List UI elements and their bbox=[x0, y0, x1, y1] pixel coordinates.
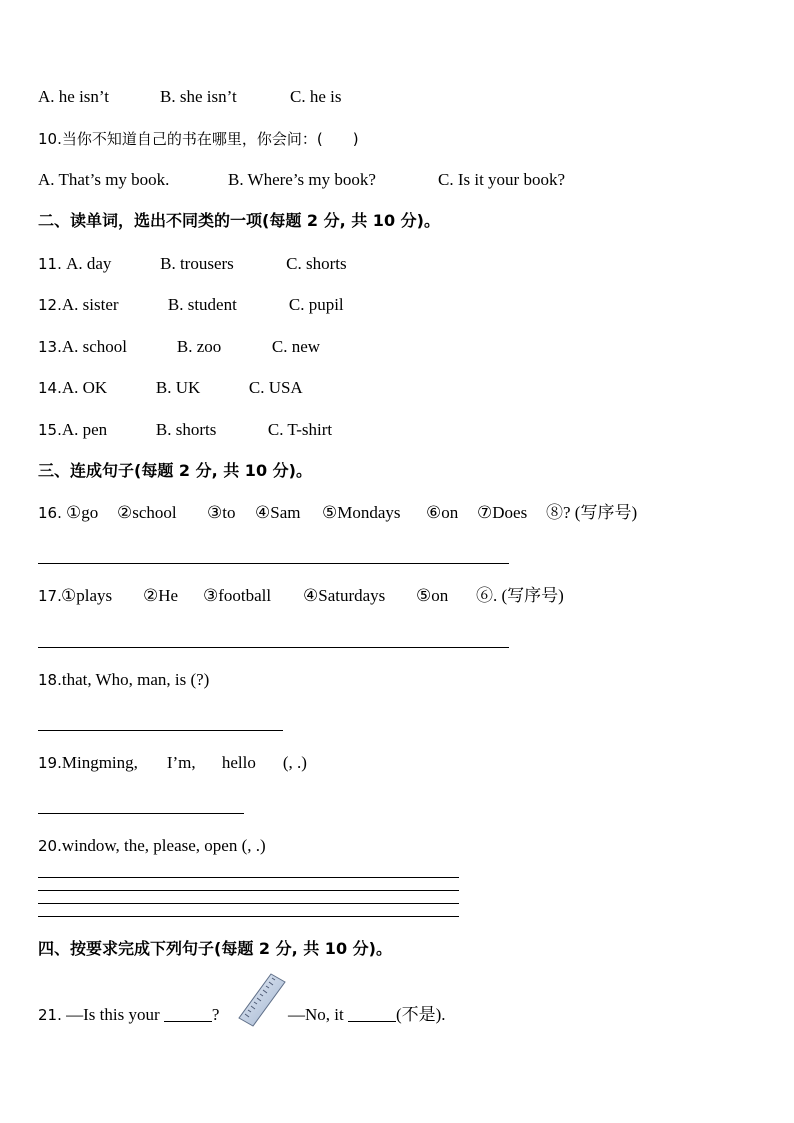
q10-stem bbox=[38, 127, 359, 151]
q16-answer-line[interactable] bbox=[38, 563, 509, 564]
q12-option-c: C. pupil bbox=[288, 295, 344, 314]
q21-reply: —No, it bbox=[288, 1005, 344, 1024]
q13 bbox=[38, 335, 320, 359]
question-number: 15. bbox=[38, 421, 62, 439]
q13-option-b: B. zoo bbox=[176, 337, 222, 356]
q18 bbox=[38, 668, 209, 692]
q20-answer-line[interactable] bbox=[38, 903, 459, 904]
q18-answer-line[interactable] bbox=[38, 730, 283, 731]
ruler-icon bbox=[236, 972, 288, 1028]
q12-option-b: B. student bbox=[167, 295, 237, 314]
q21-blank-1[interactable] bbox=[164, 1007, 212, 1022]
section3-title: 三、连成句子(每题 2 分, 共 10 分)。 bbox=[38, 461, 312, 480]
q9-option-a: A. he isn’t bbox=[38, 87, 109, 106]
q14 bbox=[38, 376, 303, 400]
q19-word: I’m, bbox=[166, 753, 196, 772]
q17 bbox=[38, 584, 564, 608]
q16-word: ⑧? (写序号) bbox=[546, 503, 638, 522]
question-number: 14. bbox=[38, 379, 62, 397]
q21-question-mark: ? bbox=[211, 1005, 220, 1024]
q15 bbox=[38, 418, 332, 442]
q17-word: ③football bbox=[203, 586, 272, 605]
q10-option-b: B. Where’s my book? bbox=[228, 170, 376, 189]
q20-answer-line[interactable] bbox=[38, 890, 459, 891]
q14-option-b: B. UK bbox=[155, 378, 201, 397]
q10-option-a: A. That’s my book. bbox=[38, 170, 170, 189]
q10-option-c: C. Is it your book? bbox=[438, 170, 566, 189]
question-text: 当你不知道自己的书在哪里，你会问：( ) bbox=[61, 130, 359, 148]
q13-option-c: C. new bbox=[271, 337, 321, 356]
question-number: 13. bbox=[38, 338, 62, 356]
q16 bbox=[38, 501, 637, 525]
q14-option-a: A. OK bbox=[61, 378, 108, 397]
q16-word: ⑦Does bbox=[477, 503, 528, 522]
q12-option-a: A. sister bbox=[61, 295, 119, 314]
question-number: 12. bbox=[38, 296, 62, 314]
q17-answer-line[interactable] bbox=[38, 647, 509, 648]
q16-word: ①go bbox=[66, 503, 99, 522]
q11-option-c: C. shorts bbox=[286, 254, 347, 273]
q13-option-a: A. school bbox=[61, 337, 128, 356]
question-number: 17. bbox=[38, 587, 62, 605]
q11 bbox=[38, 252, 347, 276]
q9-option-b: B. she isn’t bbox=[160, 87, 237, 106]
q9-options bbox=[38, 85, 341, 109]
q9-option-c: C. he is bbox=[290, 87, 342, 106]
question-number: 18. bbox=[38, 671, 62, 689]
q21 bbox=[38, 1003, 219, 1027]
q21-answer bbox=[288, 1003, 446, 1027]
q17-word: ⑤on bbox=[416, 586, 449, 605]
section4-title: 四、按要求完成下列句子(每题 2 分, 共 10 分)。 bbox=[38, 939, 392, 958]
q19-answer-line[interactable] bbox=[38, 813, 244, 814]
q17-word: ②He bbox=[143, 586, 179, 605]
q11-option-a: A. day bbox=[66, 254, 112, 273]
q17-word: ④Saturdays bbox=[303, 586, 386, 605]
q21-hint: (不是). bbox=[395, 1005, 446, 1024]
question-number: 19. bbox=[38, 754, 62, 772]
q16-word: ②school bbox=[117, 503, 177, 522]
q14-option-c: C. USA bbox=[248, 378, 303, 397]
q10-options bbox=[38, 168, 565, 192]
q11-option-b: B. trousers bbox=[160, 254, 234, 273]
q17-word: ①plays bbox=[61, 586, 113, 605]
q20-answer-line[interactable] bbox=[38, 916, 459, 917]
q16-word: ③to bbox=[207, 503, 236, 522]
q17-word: ⑥. (写序号) bbox=[476, 586, 564, 605]
question-number: 20. bbox=[38, 837, 62, 855]
q19-word: Mingming, bbox=[61, 753, 138, 772]
q20-answer-line[interactable] bbox=[38, 877, 459, 878]
q19 bbox=[38, 751, 307, 775]
q20-words: window, the, please, open (, .) bbox=[61, 836, 266, 855]
q16-word: ④Sam bbox=[255, 503, 301, 522]
q18-words: that, Who, man, is (?) bbox=[61, 670, 210, 689]
section2-title: 二、读单词，选出不同类的一项(每题 2 分, 共 10 分)。 bbox=[38, 211, 440, 230]
q15-option-a: A. pen bbox=[61, 420, 108, 439]
q19-word: hello bbox=[221, 753, 256, 772]
q16-word: ⑥on bbox=[426, 503, 459, 522]
question-number: 11. bbox=[38, 255, 62, 273]
question-number: 16. bbox=[38, 504, 62, 522]
q12 bbox=[38, 293, 344, 317]
q19-word: (, .) bbox=[282, 753, 307, 772]
q16-word: ⑤Mondays bbox=[322, 503, 401, 522]
question-number: 10. bbox=[38, 130, 62, 148]
q21-question: —Is this your bbox=[66, 1005, 160, 1024]
q20 bbox=[38, 834, 266, 858]
q15-option-b: B. shorts bbox=[155, 420, 217, 439]
q15-option-c: C. T-shirt bbox=[267, 420, 333, 439]
question-number: 21. bbox=[38, 1006, 62, 1024]
q21-blank-2[interactable] bbox=[348, 1007, 396, 1022]
